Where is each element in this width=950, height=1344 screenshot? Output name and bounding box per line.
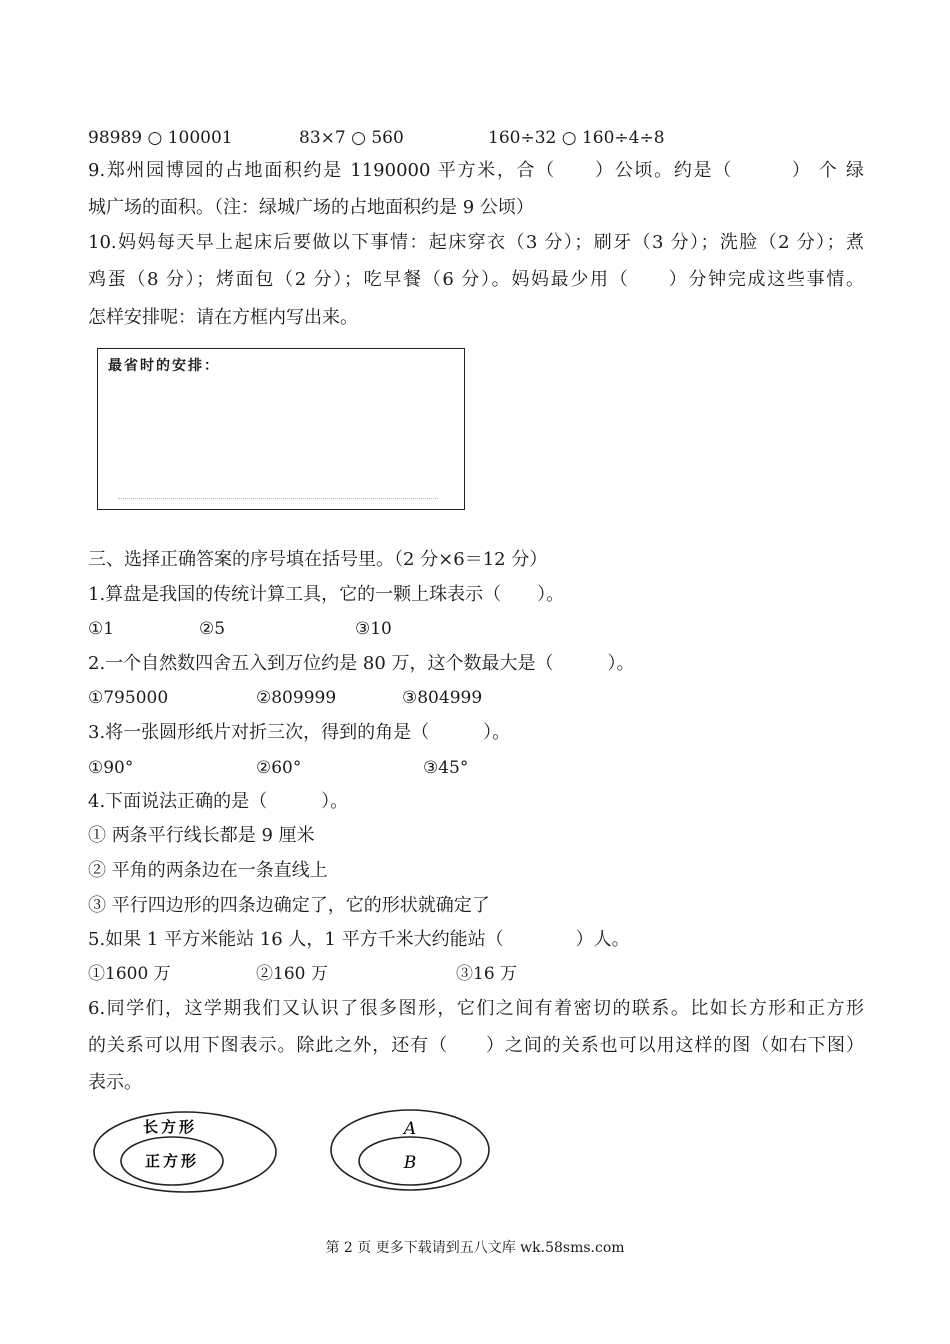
s3-q1-option-2: ②5: [199, 619, 226, 639]
q10-line-2: 鸡蛋（8 分）；烤面包（2 分）；吃早餐（6 分）。妈妈最少用（ ）分钟完成这些事情。: [88, 269, 864, 290]
s3-q5-option-2: ②160 万: [256, 964, 328, 984]
s3-q2-option-1: ①795000: [88, 688, 169, 708]
q10-line-1: 10.妈妈每天早上起床后要做以下事情：起床穿衣（3 分）；刷牙（3 分）；洗脸（2 分）；煮: [88, 232, 864, 253]
s3-q4-option-3: ③ 平行四边形的四条边确定了，它的形状就确定了: [88, 895, 490, 916]
outer-label: 长方形: [142, 1118, 198, 1136]
s3-q3-option-2: ②60°: [256, 758, 302, 778]
answer-box-dotted-line: [118, 498, 438, 499]
s3-q3-option-1: ①90°: [88, 758, 134, 778]
s3-q3-text: 3.将一张圆形纸片对折三次，得到的角是（ ）。: [88, 722, 511, 743]
s3-q6-line-2: 的关系可以用下图表示。除此之外，还有（ ）之间的关系也可以用这样的图（如右下图）: [88, 1035, 864, 1056]
s3-q4-option-1: ① 两条平行线长都是 9 厘米: [88, 825, 315, 846]
s3-q6-line-1: 6.同学们，这学期我们又认识了很多图形，它们之间有着密切的联系。比如长方形和正方形: [88, 998, 864, 1019]
answer-box-label: 最省时的安排：: [108, 358, 220, 374]
s3-q2-option-3: ③804999: [402, 688, 483, 708]
s3-q4-option-2: ② 平角的两条边在一条直线上: [88, 860, 328, 881]
q10-line-3: 怎样安排呢：请在方框内写出来。: [88, 307, 358, 328]
s3-q2-option-2: ②809999: [256, 688, 337, 708]
s3-q2-text: 2.一个自然数四舍五入到万位约是 80 万，这个数最大是（ ）。: [88, 653, 635, 674]
outer-label: A: [403, 1119, 417, 1139]
compare-item-1: 98989 ○ 100001: [88, 128, 233, 148]
q9-line-2: 城广场的面积。（注：绿城广场的占地面积约是 9 公顷）: [88, 197, 534, 218]
diagram-a-b: [328, 1106, 496, 1194]
s3-q5-option-1: ①1600 万: [88, 964, 171, 984]
s3-q5-text: 5.如果 1 平方米能站 16 人，1 平方千米大约能站（ ）人。: [88, 929, 630, 950]
answer-box[interactable]: [97, 348, 465, 510]
inner-label: B: [403, 1153, 417, 1173]
s3-q4-text: 4.下面说法正确的是（ ）。: [88, 791, 349, 812]
s3-q5-option-3: ③16 万: [456, 964, 518, 984]
s3-q1-option-3: ③10: [355, 619, 392, 639]
page-footer: 第 2 页 更多下载请到五八文库 wk.58sms.com: [325, 1240, 625, 1256]
inner-label: 正方形: [144, 1152, 200, 1170]
q9-line-1: 9.郑州园博园的占地面积约是 1190000 平方米，合（ ）公顷。约是（ ） 个 绿: [88, 160, 864, 181]
s3-q1-option-1: ①1: [88, 619, 115, 639]
diagram-rectangle-square: [90, 1108, 286, 1200]
s3-q3-option-3: ③45°: [423, 758, 469, 778]
s3-q1-text: 1.算盘是我国的传统计算工具，它的一颗上珠表示（ ）。: [88, 584, 565, 605]
compare-item-2: 83×7 ○ 560: [299, 128, 404, 148]
section3-heading: 三、选择正确答案的序号填在括号里。（2 分×6＝12 分）: [88, 549, 548, 570]
compare-item-3: 160÷32 ○ 160÷4÷8: [488, 128, 665, 148]
s3-q6-line-3: 表示。: [88, 1072, 142, 1093]
